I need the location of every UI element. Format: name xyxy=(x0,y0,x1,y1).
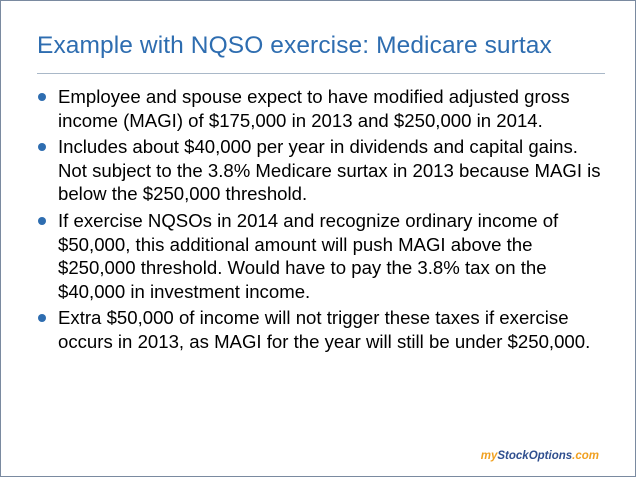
bullet-dot-icon xyxy=(38,314,46,322)
bullet-dot-icon xyxy=(38,217,46,225)
bullet-dot-icon xyxy=(38,143,46,151)
logo-part-domain: .com xyxy=(572,450,599,462)
bullet-text: If exercise NQSOs in 2014 and recognize ordinary income of $50,000, this additional amount will push MAGI above the $250,000 threshold. Would have to pay the 3.8% tax on the $40,000 in investment income. xyxy=(58,209,559,302)
mystockoptions-logo xyxy=(481,450,599,462)
bullet-text: Extra $50,000 of income will not trigger these taxes if exercise occurs in 2013, as MAGI for the year will still be under $250,000. xyxy=(58,307,591,352)
bullet-item xyxy=(35,209,610,303)
bullet-item xyxy=(35,135,610,206)
logo-part-brand: StockOptions xyxy=(497,450,573,462)
bullet-item xyxy=(35,306,610,353)
bullet-item xyxy=(35,85,610,132)
bullet-dot-icon xyxy=(38,93,46,101)
bullet-list xyxy=(35,85,610,357)
slide-title: Example with NQSO exercise: Medicare surtax xyxy=(37,32,552,59)
title-divider xyxy=(37,73,605,74)
bullet-text: Employee and spouse expect to have modified adjusted gross income (MAGI) of $175,000 in 2013 and $250,000 in 2014. xyxy=(58,86,570,131)
logo-part-my: my xyxy=(480,450,498,462)
bullet-text: Includes about $40,000 per year in dividends and capital gains. Not subject to the 3.8% Medicare surtax in 2013 because MAGI is below the $250,000 threshold. xyxy=(58,136,601,205)
